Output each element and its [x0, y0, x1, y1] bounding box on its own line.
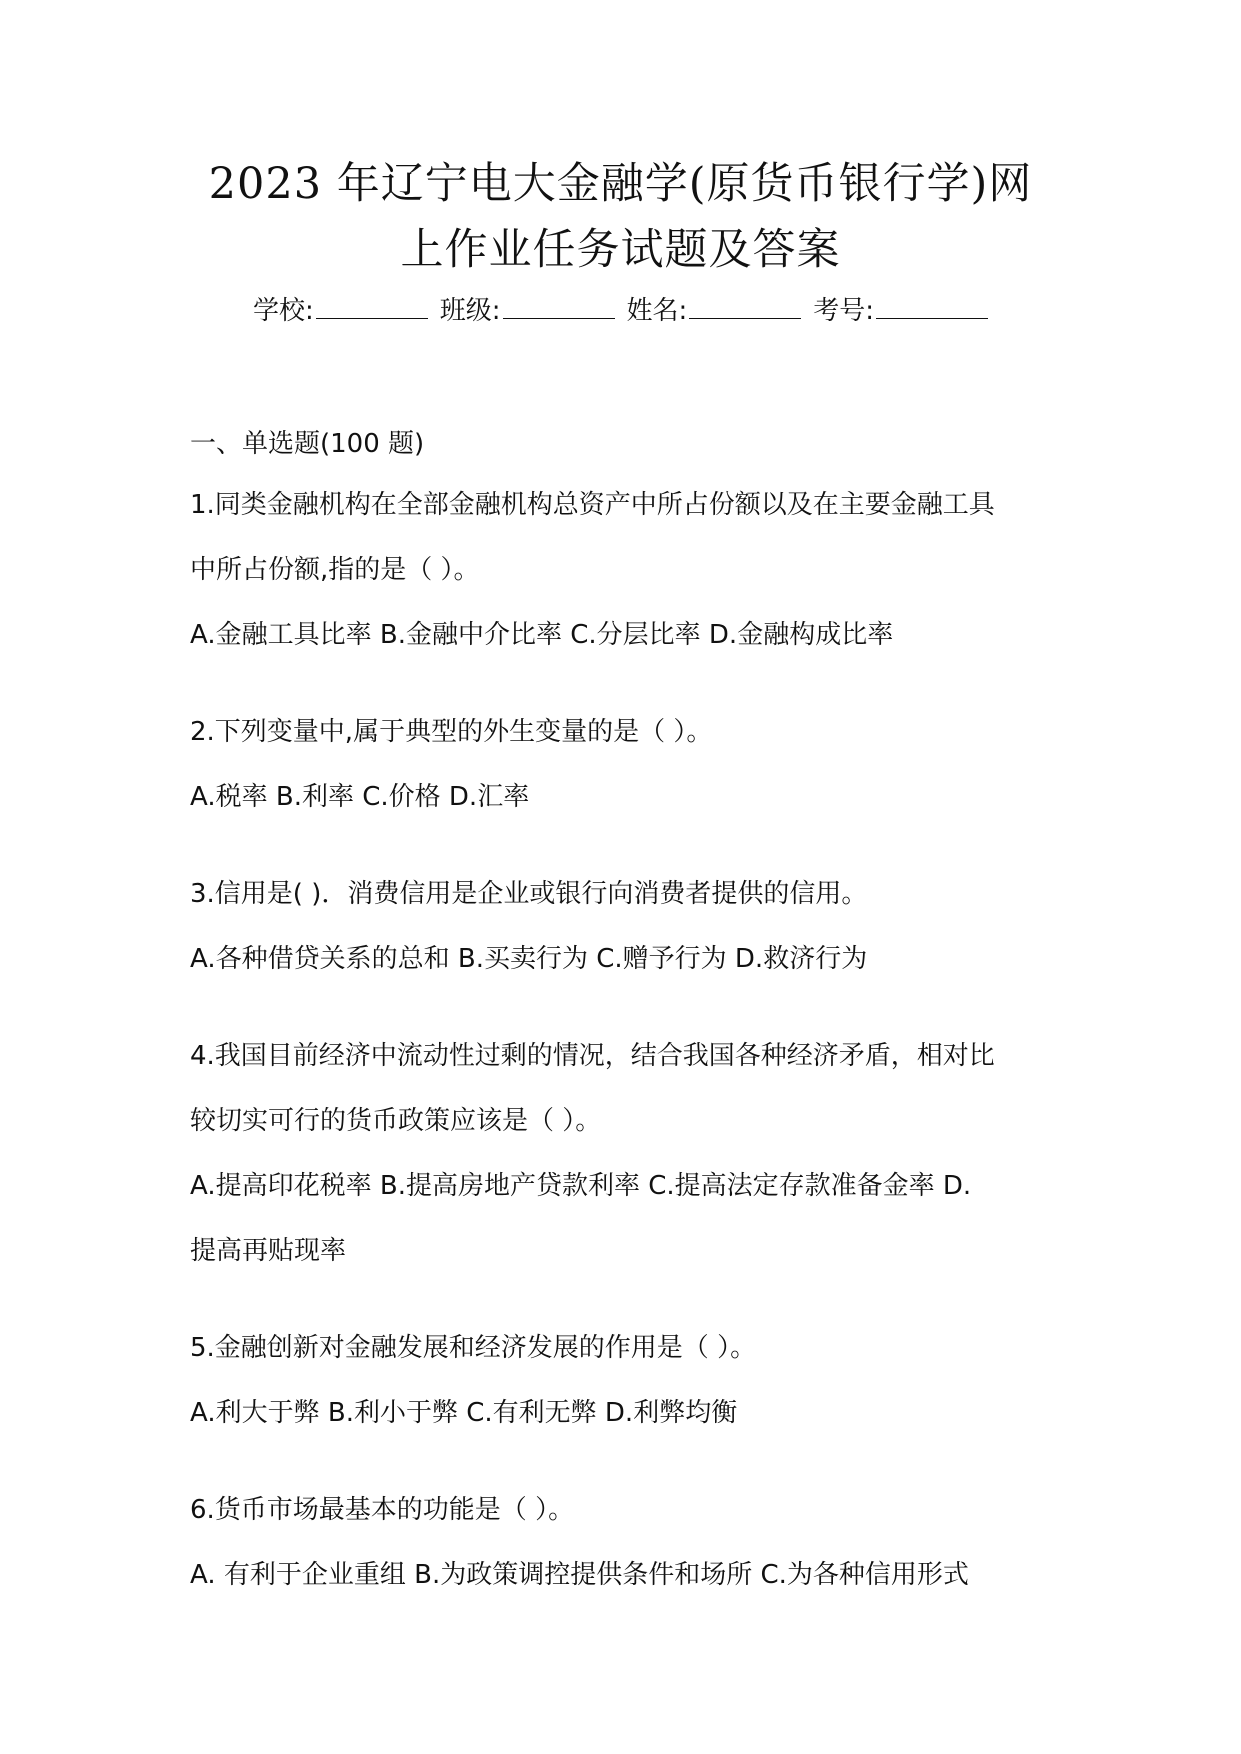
school-label: 学校:	[252, 296, 314, 326]
question-5-options: A.利大于弊 B.利小于弊 C.有利无弊 D.利弊均衡	[190, 1398, 738, 1428]
question-5-stem: 5.金融创新对金融发展和经济发展的作用是（ ）。	[190, 1333, 757, 1363]
question-3-stem: 3.信用是( )．消费信用是企业或银行向消费者提供的信用。	[190, 879, 868, 909]
student-info-line	[0, 292, 1241, 329]
question-4-stem-line-2: 较切实可行的货币政策应该是（ ）。	[190, 1106, 602, 1136]
name-field	[627, 292, 802, 329]
class-blank	[503, 292, 615, 319]
document-title-line-2: 上作业任务试题及答案	[400, 225, 841, 275]
question-2-options: A.税率 B.利率 C.价格 D.汇率	[190, 782, 530, 812]
exam-number-label: 考号:	[813, 296, 875, 326]
question-1-options: A.金融工具比率 B.金融中介比率 C.分层比率 D.金融构成比率	[190, 620, 894, 650]
section-heading: 一、单选题(100 题)	[190, 429, 425, 459]
name-blank	[689, 292, 801, 319]
school-blank	[316, 292, 428, 319]
question-2-stem: 2.下列变量中,属于典型的外生变量的是（ ）。	[190, 717, 713, 747]
question-4-options-line-1: A.提高印花税率 B.提高房地产贷款利率 C.提高法定存款准备金率 D.	[190, 1171, 972, 1201]
exam-number-blank	[876, 292, 988, 319]
class-label: 班级:	[439, 296, 501, 326]
question-4-options-line-2: 提高再贴现率	[190, 1236, 347, 1266]
school-field	[253, 292, 428, 329]
name-label: 姓名:	[626, 296, 688, 326]
class-field	[440, 292, 615, 329]
question-1-stem-line-2: 中所占份额,指的是（ ）。	[190, 555, 480, 585]
question-4-stem-line-1: 4.我国目前经济中流动性过剩的情况，结合我国各种经济矛盾，相对比	[190, 1041, 995, 1071]
question-6-options: A. 有利于企业重组 B.为政策调控提供条件和场所 C.为各种信用形式	[190, 1560, 969, 1590]
exam-number-field	[813, 292, 988, 329]
question-3-options: A.各种借贷关系的总和 B.买卖行为 C.赠予行为 D.救济行为	[190, 944, 868, 974]
question-6-stem: 6.货币市场最基本的功能是（ ）。	[190, 1495, 575, 1525]
document-title-line-1: 2023 年辽宁电大金融学(原货币银行学)网	[208, 159, 1033, 209]
question-1-stem-line-1: 1.同类金融机构在全部金融机构总资产中所占份额以及在主要金融工具	[190, 490, 995, 520]
